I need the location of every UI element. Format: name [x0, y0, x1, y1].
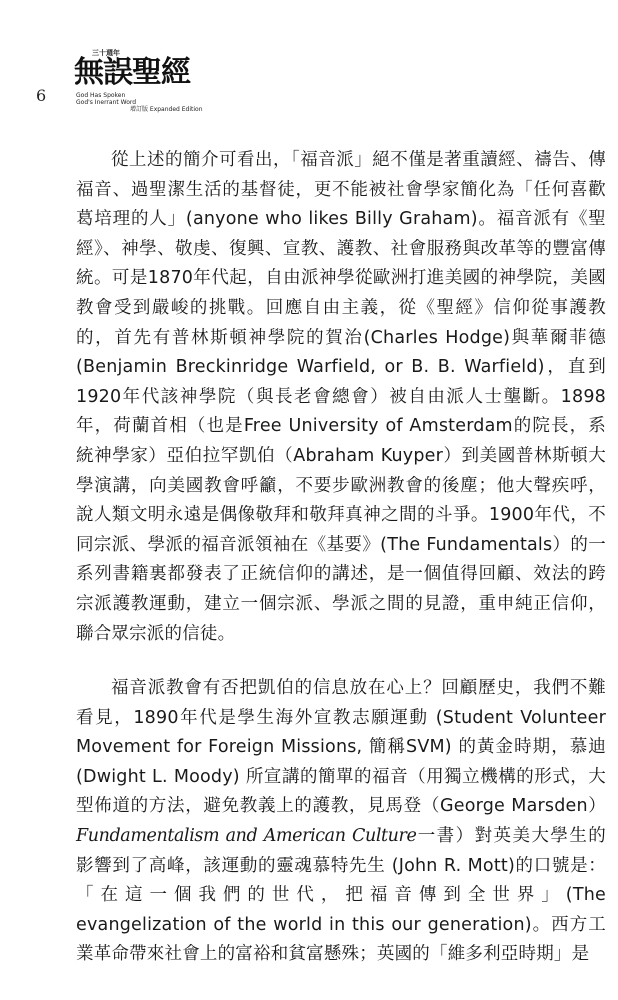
- logo-subtitle-en-2: God's Inerrant Word: [76, 99, 137, 106]
- paragraph-2: [76, 674, 606, 970]
- paragraph-1: 從上述的簡介可看出，「福音派」絕不僅是著重讀經、禱告、傳福音、過聖潔生活的基督徒，更不能被社會學家簡化為「任何喜歡葛培理的人」(anyone who likes Billy Graham)。福音派有《聖經》、神學、敬虔、復興、宣教、護教、社會服務與改革等的豐富傳統。可是1870年代起，自由派神學從歐洲打進美國的神學院，美國教會受到嚴峻的挑戰。回應自由主義，從《聖經》信仰從事護教的，首先有普林斯頓神學院的賀治(Charles Hodge)與華爾菲德(Benjamin Breckinridge Warfield, or B. B. Warfield)，直到1920年代該神學院（與長老會總會）被自由派人士壟斷。1898年，荷蘭首相（也是Free University of Amsterdam的院長，系統神學家）亞伯拉罕凱伯（Abraham Kuyper）到美國普林斯頓大學演講，向美國教會呼籲，不要步歐洲教會的後塵；他大聲疾呼，說人類文明永遠是偶像敬拜和敬拜真神之間的斗爭。1900年代，不同宗派、學派的福音派領袖在《基要》(The Fundamentals）的一系列書籍裏都發表了正統信仰的講述，是一個值得回顧、效法的跨宗派護教運動，建立一個宗派、學派之間的見證，重申純正信仰，聯合眾宗派的信徒。: [76, 150, 606, 644]
- book-title-italic: Fundamentalism and American Culture: [76, 826, 417, 847]
- book-logo: [74, 48, 202, 120]
- logo-title: 無誤聖經: [74, 55, 190, 90]
- page-number: 6: [36, 86, 47, 105]
- logo-edition: 增訂版 Expanded Edition: [130, 106, 203, 113]
- logo-subtitle-en-1: God Has Spoken: [76, 92, 126, 99]
- logo-anniversary-mark: 三十週年: [92, 49, 120, 57]
- paragraph-2-part-1: 福音派教會有否把凱伯的信息放在心上？回顧歷史，我們不難看見，1890年代是學生海外宣教志願運動 (Student Volunteer Movement for Foreign Missions, 簡稱SVM) 的黃金時期，慕迪 (Dwight L. Moody) 所宣講的簡單的福音（用獨立機構的形式，大型佈道的方法，避免教義上的護教，見馬登（George Marsden）: [76, 678, 606, 817]
- paragraph-2-part-2: 一書）對英美大學生的影響到了高峰，該運動的靈魂慕特先生 (John R. Mott)的口號是：「在這一個我們的世代，把福音傳到全世界」(The evangelization of the world in this our generation)。西方工業革命帶來社會上的富裕和貧富懸殊；英國的「維多利亞時期」是: [76, 826, 606, 965]
- body-text: [76, 146, 606, 970]
